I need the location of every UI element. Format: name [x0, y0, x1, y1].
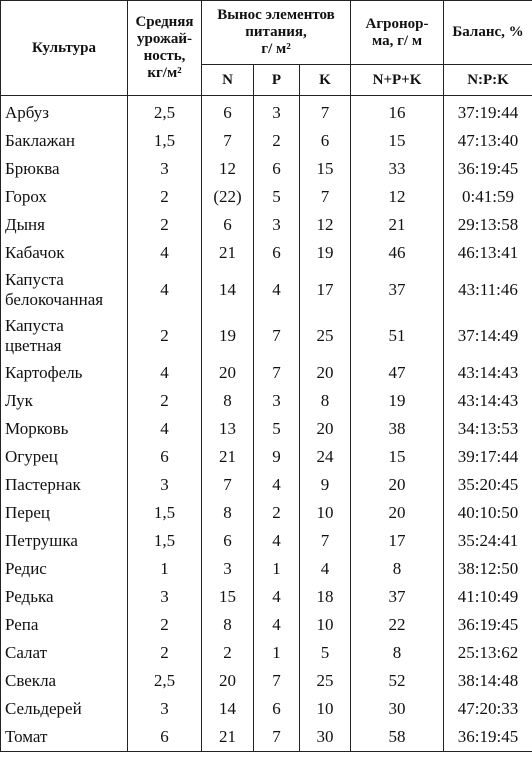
k-cell: 18: [300, 583, 351, 611]
culture-name: Горох: [1, 183, 128, 211]
table-row: [1, 127, 532, 155]
p-cell: 2: [254, 499, 300, 527]
norm-cell: 21: [351, 211, 444, 239]
table-row: [1, 155, 532, 183]
yield-cell: 6: [128, 443, 202, 471]
culture-name: Капуста цветная: [1, 313, 128, 359]
culture-name: Капуста белокочанная: [1, 267, 128, 313]
k-cell: 10: [300, 611, 351, 639]
culture-name: Брюква: [1, 155, 128, 183]
n-cell: 8: [202, 499, 254, 527]
k-cell: 25: [300, 667, 351, 695]
p-cell: 9: [254, 443, 300, 471]
culture-name: Репа: [1, 611, 128, 639]
norm-cell: 12: [351, 183, 444, 211]
yield-cell: 2,5: [128, 96, 202, 128]
yield-cell: 3: [128, 155, 202, 183]
norm-cell: 16: [351, 96, 444, 128]
n-cell: 14: [202, 695, 254, 723]
p-cell: 4: [254, 527, 300, 555]
yield-cell: 1,5: [128, 127, 202, 155]
k-cell: 24: [300, 443, 351, 471]
n-cell: 21: [202, 723, 254, 752]
balance-cell: 25:13:62: [444, 639, 532, 667]
yield-cell: 1: [128, 555, 202, 583]
balance-cell: 43:14:43: [444, 387, 532, 415]
norm-cell: 19: [351, 387, 444, 415]
norm-cell: 38: [351, 415, 444, 443]
p-cell: 1: [254, 639, 300, 667]
header-balance: Баланс, %: [444, 1, 532, 65]
n-cell: 20: [202, 359, 254, 387]
p-cell: 4: [254, 583, 300, 611]
culture-name: Кабачок: [1, 239, 128, 267]
p-cell: 7: [254, 359, 300, 387]
balance-cell: 34:13:53: [444, 415, 532, 443]
p-cell: 2: [254, 127, 300, 155]
p-cell: 6: [254, 695, 300, 723]
culture-name: Баклажан: [1, 127, 128, 155]
yield-cell: 3: [128, 695, 202, 723]
yield-cell: 4: [128, 267, 202, 313]
p-cell: 4: [254, 611, 300, 639]
n-cell: 20: [202, 667, 254, 695]
norm-cell: 22: [351, 611, 444, 639]
yield-cell: 1,5: [128, 527, 202, 555]
culture-name: Дыня: [1, 211, 128, 239]
n-cell: 13: [202, 415, 254, 443]
n-cell: 21: [202, 239, 254, 267]
p-cell: 7: [254, 313, 300, 359]
culture-name: Арбуз: [1, 96, 128, 128]
n-cell: 12: [202, 155, 254, 183]
table-row: [1, 211, 532, 239]
balance-cell: 35:20:45: [444, 471, 532, 499]
n-cell: 3: [202, 555, 254, 583]
yield-cell: 4: [128, 415, 202, 443]
p-cell: 4: [254, 267, 300, 313]
yield-cell: 2,5: [128, 667, 202, 695]
culture-name: Перец: [1, 499, 128, 527]
k-cell: 6: [300, 127, 351, 155]
yield-cell: 2: [128, 211, 202, 239]
header-k: K: [300, 65, 351, 96]
norm-cell: 20: [351, 499, 444, 527]
n-cell: 6: [202, 211, 254, 239]
balance-cell: 41:10:49: [444, 583, 532, 611]
p-cell: 5: [254, 183, 300, 211]
norm-cell: 33: [351, 155, 444, 183]
header-p: P: [254, 65, 300, 96]
table-row: [1, 723, 532, 752]
n-cell: (22): [202, 183, 254, 211]
culture-name: Редька: [1, 583, 128, 611]
k-cell: 12: [300, 211, 351, 239]
balance-cell: 29:13:58: [444, 211, 532, 239]
header-yield: Средняя урожай- ность, кг/м²: [128, 1, 202, 96]
norm-cell: 17: [351, 527, 444, 555]
balance-cell: 36:19:45: [444, 155, 532, 183]
table-row: [1, 527, 532, 555]
p-cell: 3: [254, 211, 300, 239]
balance-cell: 46:13:41: [444, 239, 532, 267]
p-cell: 6: [254, 155, 300, 183]
norm-cell: 52: [351, 667, 444, 695]
table-row: [1, 555, 532, 583]
n-cell: 15: [202, 583, 254, 611]
k-cell: 4: [300, 555, 351, 583]
norm-cell: 15: [351, 443, 444, 471]
table-row: [1, 639, 532, 667]
norm-cell: 15: [351, 127, 444, 155]
culture-name: Редис: [1, 555, 128, 583]
k-cell: 20: [300, 415, 351, 443]
table-row: [1, 667, 532, 695]
p-cell: 6: [254, 239, 300, 267]
culture-name: Картофель: [1, 359, 128, 387]
culture-name: Свекла: [1, 667, 128, 695]
yield-cell: 4: [128, 239, 202, 267]
yield-cell: 2: [128, 183, 202, 211]
table-row: [1, 499, 532, 527]
k-cell: 7: [300, 96, 351, 128]
n-cell: 14: [202, 267, 254, 313]
balance-cell: 47:13:40: [444, 127, 532, 155]
k-cell: 19: [300, 239, 351, 267]
yield-cell: 2: [128, 639, 202, 667]
culture-name: Огурец: [1, 443, 128, 471]
k-cell: 7: [300, 183, 351, 211]
table-row: [1, 471, 532, 499]
n-cell: 21: [202, 443, 254, 471]
header-removal: Вынос элементов питания, г/ м²: [202, 1, 351, 65]
k-cell: 5: [300, 639, 351, 667]
yield-cell: 4: [128, 359, 202, 387]
norm-cell: 30: [351, 695, 444, 723]
p-cell: 3: [254, 96, 300, 128]
balance-cell: 39:17:44: [444, 443, 532, 471]
n-cell: 8: [202, 611, 254, 639]
balance-cell: 35:24:41: [444, 527, 532, 555]
yield-cell: 2: [128, 611, 202, 639]
yield-cell: 1,5: [128, 499, 202, 527]
norm-cell: 20: [351, 471, 444, 499]
k-cell: 25: [300, 313, 351, 359]
table-row: [1, 313, 532, 359]
norm-cell: 37: [351, 267, 444, 313]
table-row: [1, 387, 532, 415]
n-cell: 19: [202, 313, 254, 359]
balance-cell: 47:20:33: [444, 695, 532, 723]
k-cell: 7: [300, 527, 351, 555]
k-cell: 30: [300, 723, 351, 752]
balance-cell: 40:10:50: [444, 499, 532, 527]
p-cell: 5: [254, 415, 300, 443]
culture-name: Салат: [1, 639, 128, 667]
culture-name: Томат: [1, 723, 128, 752]
culture-name: Морковь: [1, 415, 128, 443]
culture-name: Сельдерей: [1, 695, 128, 723]
table-row: [1, 695, 532, 723]
table-row: [1, 611, 532, 639]
yield-cell: 3: [128, 583, 202, 611]
table-row: [1, 583, 532, 611]
balance-cell: 37:14:49: [444, 313, 532, 359]
table-body: [1, 96, 532, 752]
k-cell: 17: [300, 267, 351, 313]
header-culture: Культура: [1, 1, 128, 96]
yield-cell: 2: [128, 313, 202, 359]
culture-name: Петрушка: [1, 527, 128, 555]
n-cell: 8: [202, 387, 254, 415]
yield-cell: 3: [128, 471, 202, 499]
balance-cell: 0:41:59: [444, 183, 532, 211]
culture-name: Пастернак: [1, 471, 128, 499]
n-cell: 6: [202, 527, 254, 555]
k-cell: 10: [300, 695, 351, 723]
table-row: [1, 415, 532, 443]
norm-cell: 37: [351, 583, 444, 611]
balance-cell: 36:19:45: [444, 723, 532, 752]
norm-cell: 51: [351, 313, 444, 359]
header-npk: N+P+K: [351, 65, 444, 96]
k-cell: 10: [300, 499, 351, 527]
balance-cell: 38:14:48: [444, 667, 532, 695]
table-row: [1, 239, 532, 267]
norm-cell: 46: [351, 239, 444, 267]
k-cell: 8: [300, 387, 351, 415]
table-row: [1, 443, 532, 471]
balance-cell: 43:14:43: [444, 359, 532, 387]
n-cell: 7: [202, 127, 254, 155]
balance-cell: 43:11:46: [444, 267, 532, 313]
p-cell: 7: [254, 667, 300, 695]
table-row: [1, 96, 532, 128]
norm-cell: 47: [351, 359, 444, 387]
k-cell: 9: [300, 471, 351, 499]
header-n: N: [202, 65, 254, 96]
balance-cell: 36:19:45: [444, 611, 532, 639]
n-cell: 6: [202, 96, 254, 128]
yield-cell: 2: [128, 387, 202, 415]
table-row: [1, 359, 532, 387]
n-cell: 7: [202, 471, 254, 499]
k-cell: 20: [300, 359, 351, 387]
n-cell: 2: [202, 639, 254, 667]
table-row: [1, 267, 532, 313]
norm-cell: 58: [351, 723, 444, 752]
p-cell: 7: [254, 723, 300, 752]
p-cell: 1: [254, 555, 300, 583]
k-cell: 15: [300, 155, 351, 183]
header-ratio: N:P:K: [444, 65, 532, 96]
yield-cell: 6: [128, 723, 202, 752]
p-cell: 4: [254, 471, 300, 499]
norm-cell: 8: [351, 639, 444, 667]
p-cell: 3: [254, 387, 300, 415]
culture-name: Лук: [1, 387, 128, 415]
balance-cell: 38:12:50: [444, 555, 532, 583]
balance-cell: 37:19:44: [444, 96, 532, 128]
norm-cell: 8: [351, 555, 444, 583]
header-norm: Агронор- ма, г/ м: [351, 1, 444, 65]
table-row: [1, 183, 532, 211]
